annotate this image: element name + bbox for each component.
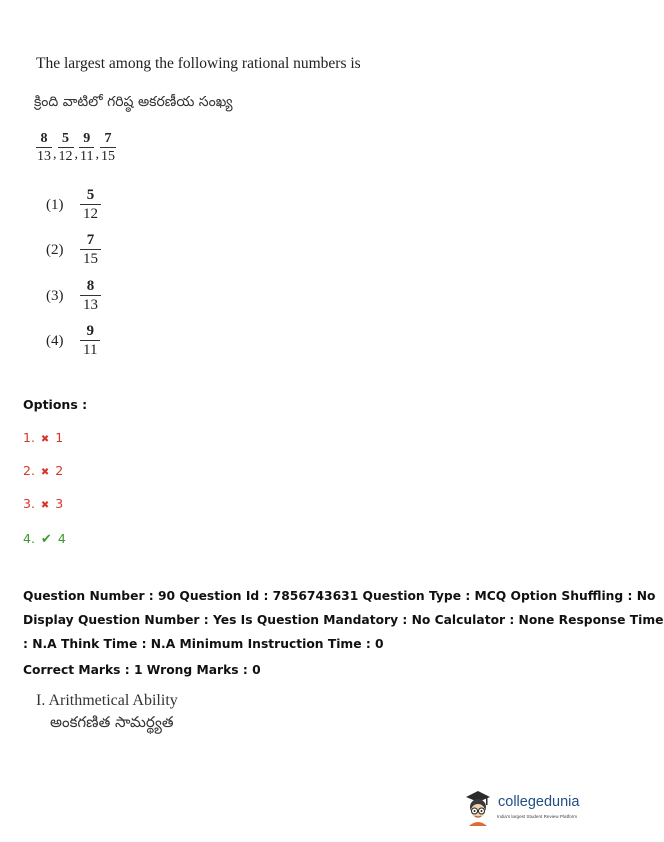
cross-icon: ✖ — [40, 500, 50, 511]
numerator: 5 — [62, 131, 69, 146]
choice-value: 2 — [55, 463, 64, 478]
choice-index: 2. — [23, 463, 35, 478]
option-label: (4) — [46, 332, 64, 349]
checkmark-icon: ✔ — [40, 532, 52, 547]
option-label: (2) — [46, 241, 64, 258]
choice-value: 4 — [57, 531, 66, 546]
fraction-list — [36, 131, 116, 165]
denominator: 15 — [80, 249, 101, 269]
option-label: (3) — [46, 287, 64, 304]
meta-line-4: Correct Marks : 1 Wrong Marks : 0 — [23, 663, 261, 677]
numerator: 8 — [40, 131, 48, 146]
logo-wordmark: collegedunia — [498, 794, 580, 810]
option-fraction — [80, 277, 101, 315]
answer-choice-4 — [23, 531, 66, 547]
answer-choice-2 — [23, 463, 63, 478]
numerator: 9 — [83, 131, 91, 146]
denominator: 15 — [100, 149, 115, 164]
choice-value: 1 — [55, 430, 64, 445]
meta-line-1: Question Number : 90 Question Id : 7856743631 Question Type : MCQ Option Shuffling : No — [23, 589, 656, 603]
choice-index: 4. — [23, 531, 35, 546]
mascot-logo-icon — [460, 788, 496, 828]
logo-tagline: India's largest Student Review Platform — [497, 814, 578, 819]
option-3 — [46, 277, 101, 315]
denominator: 12 — [80, 204, 101, 224]
numerator: 8 — [86, 278, 95, 294]
option-2 — [46, 231, 101, 269]
answer-choice-3 — [23, 496, 63, 511]
option-fraction — [80, 322, 100, 360]
numerator: 7 — [86, 232, 95, 248]
numerator: 7 — [104, 131, 112, 146]
fraction — [36, 131, 52, 165]
fraction — [100, 131, 116, 165]
option-fraction — [80, 186, 101, 224]
meta-line-3: : N.A Think Time : N.A Minimum Instruction Time : 0 — [23, 637, 384, 651]
option-fraction — [80, 231, 101, 269]
choice-value: 3 — [55, 496, 64, 511]
section-title-english: I. Arithmetical Ability — [36, 692, 178, 709]
comma: , — [95, 147, 99, 162]
option-4 — [46, 322, 100, 360]
meta-line-2: Display Question Number : Yes Is Question Mandatory : No Calculator : None Response Time — [23, 613, 664, 627]
answer-choice-1 — [23, 430, 63, 445]
choice-index: 1. — [23, 430, 35, 445]
denominator: 13 — [37, 149, 51, 164]
choice-index: 3. — [23, 496, 35, 511]
denominator: 13 — [80, 295, 101, 315]
option-label: (1) — [46, 196, 64, 213]
cross-icon: ✖ — [40, 467, 50, 478]
denominator: 12 — [58, 149, 73, 164]
fraction — [58, 131, 74, 165]
comma: , — [74, 147, 78, 162]
comma: , — [53, 147, 57, 162]
denominator: 11 — [80, 340, 100, 360]
numerator: 5 — [86, 187, 95, 203]
options-heading: Options : — [23, 397, 88, 412]
option-1 — [46, 186, 101, 224]
question-text-english: The largest among the following rational numbers is — [36, 55, 361, 72]
fraction — [79, 131, 94, 165]
section-title-telugu: అంకగణిత సామర్థ్యత — [50, 713, 174, 731]
denominator: 11 — [80, 149, 94, 164]
numerator: 9 — [86, 323, 94, 339]
cross-icon: ✖ — [40, 434, 50, 445]
question-text-telugu: క్రింది వాటిలో గరిష్ఠ అకరణీయ సంఖ్య — [34, 94, 233, 110]
